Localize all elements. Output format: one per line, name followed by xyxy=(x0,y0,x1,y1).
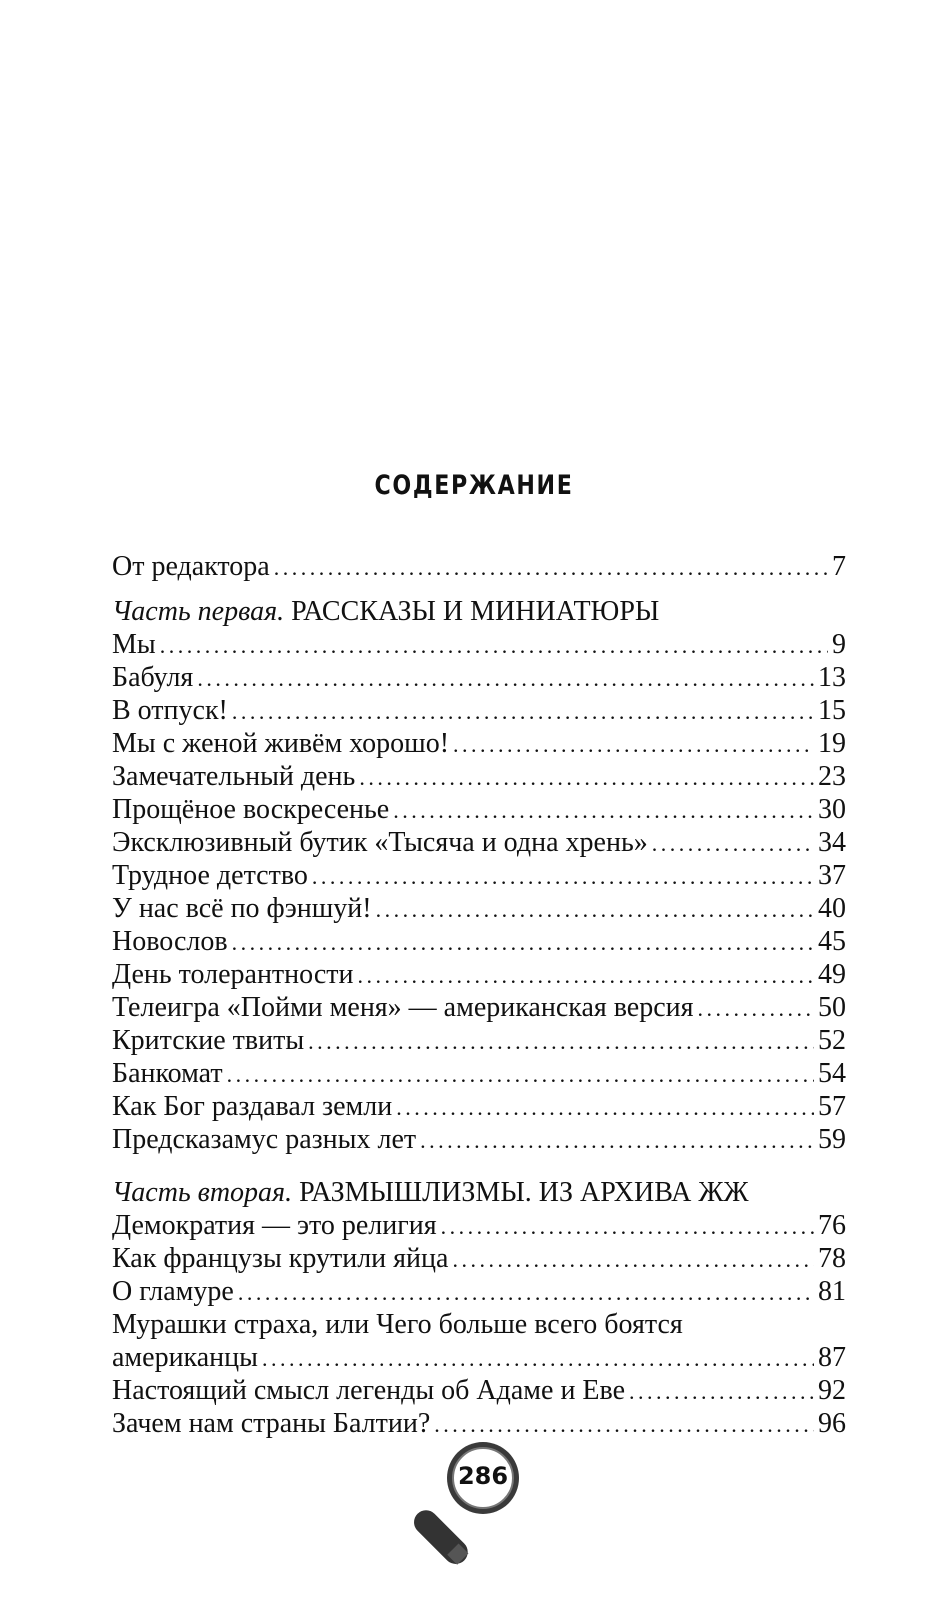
toc-entry-title: От редактора xyxy=(112,551,270,582)
toc-entry-title: Демократия — это религия xyxy=(112,1210,437,1241)
page-title: СОДЕРЖАНИЕ xyxy=(374,470,574,501)
part-heading xyxy=(112,1176,846,1209)
toc-entry-page: 37 xyxy=(818,860,846,891)
dot-leader xyxy=(393,794,814,827)
toc-entry-page: 59 xyxy=(818,1124,846,1155)
dot-leader xyxy=(227,1058,814,1091)
dot-leader xyxy=(698,992,814,1025)
toc-entry-title: Эксклюзивный бутик «Тысяча и одна хрень» xyxy=(112,827,648,858)
dot-leader xyxy=(441,1210,814,1243)
toc-entry-title: Как французы крутили яйца xyxy=(112,1243,449,1274)
toc-entry-title: Настоящий смысл легенды об Адаме и Еве xyxy=(112,1375,626,1406)
toc-entry-title: Прощёное воскресенье xyxy=(112,794,390,825)
toc-entry xyxy=(112,958,846,991)
toc-entry-page: 45 xyxy=(818,926,846,957)
toc-entry-page: 7 xyxy=(832,551,846,582)
toc-entry-title: Как Бог раздавал земли xyxy=(112,1091,393,1122)
toc-entry-title: Мы xyxy=(112,629,156,660)
toc-entry-page: 19 xyxy=(818,728,846,759)
toc-entry-first-line xyxy=(112,1308,846,1341)
toc-entry xyxy=(112,628,846,661)
toc-entry xyxy=(112,1374,846,1407)
page-number: 286 xyxy=(457,1462,509,1490)
toc-entry xyxy=(112,925,846,958)
dot-leader xyxy=(629,1375,814,1408)
toc-entry-title: У нас всё по фэншуй! xyxy=(112,893,372,924)
toc-entry xyxy=(112,1242,846,1275)
toc-entry xyxy=(112,661,846,694)
toc-entry-title: Замечательный день xyxy=(112,761,356,792)
dot-leader xyxy=(420,1124,814,1157)
toc-entry-title: Бабуля xyxy=(112,662,194,693)
dot-leader xyxy=(232,926,814,959)
dot-leader xyxy=(396,1091,814,1124)
toc-entry-page: 81 xyxy=(818,1276,846,1307)
dot-leader xyxy=(358,959,815,992)
toc-entry-page: 54 xyxy=(818,1058,846,1089)
part-label: Часть вторая. xyxy=(112,1177,293,1208)
part-label: Часть первая. xyxy=(112,596,285,627)
toc-entry-page: 23 xyxy=(818,761,846,792)
toc-entry-title: Банкомат xyxy=(112,1058,223,1089)
dot-leader xyxy=(238,1276,814,1309)
toc-entry xyxy=(112,1407,846,1440)
toc-entry-title: Новослов xyxy=(112,926,228,957)
toc-entry-page: 92 xyxy=(818,1375,846,1406)
dot-leader xyxy=(312,860,814,893)
toc-entry xyxy=(112,859,846,892)
dot-leader xyxy=(308,1025,814,1058)
toc-entry-title: Критские твиты xyxy=(112,1025,305,1056)
toc-entry-page: 9 xyxy=(832,629,846,660)
toc-entry xyxy=(112,727,846,760)
toc-entry-title: В отпуск! xyxy=(112,695,228,726)
toc-entry xyxy=(112,1275,846,1308)
toc-entry xyxy=(112,550,846,583)
toc-entry xyxy=(112,1123,846,1156)
toc-entry-page: 52 xyxy=(818,1025,846,1056)
toc-entry-title: Предсказамус разных лет xyxy=(112,1124,417,1155)
table-of-contents xyxy=(112,550,846,1440)
toc-entry-title: Мы с женой живём хорошо! xyxy=(112,728,450,759)
toc-entry-page: 76 xyxy=(818,1210,846,1241)
toc-entry xyxy=(112,793,846,826)
dot-leader xyxy=(434,1408,814,1441)
toc-entry-page: 50 xyxy=(818,992,846,1023)
magnifier-icon xyxy=(400,1440,540,1580)
dot-leader xyxy=(160,629,828,662)
toc-entry-page: 57 xyxy=(818,1091,846,1122)
dot-leader xyxy=(274,551,828,584)
dot-leader xyxy=(453,728,814,761)
dot-leader xyxy=(197,662,814,695)
toc-entry xyxy=(112,826,846,859)
toc-entry xyxy=(112,1090,846,1123)
dot-leader xyxy=(376,893,814,926)
toc-entry xyxy=(112,760,846,793)
toc-entry-page: 96 xyxy=(818,1408,846,1439)
toc-entry xyxy=(112,1024,846,1057)
toc-entry-page: 78 xyxy=(818,1243,846,1274)
toc-entry-page: 13 xyxy=(818,662,846,693)
page-number-badge xyxy=(400,1440,540,1580)
toc-entry-title: Зачем нам страны Балтии? xyxy=(112,1408,431,1439)
dot-leader xyxy=(232,695,814,728)
part-heading xyxy=(112,595,846,628)
dot-leader xyxy=(652,827,814,860)
toc-entry xyxy=(112,1057,846,1090)
toc-entry-page: 49 xyxy=(818,959,846,990)
toc-entry-title: Трудное детство xyxy=(112,860,308,891)
toc-entry xyxy=(112,1209,846,1242)
toc-entry-page: 87 xyxy=(818,1342,846,1373)
toc-entry xyxy=(112,1341,846,1374)
toc-entry xyxy=(112,694,846,727)
toc-entry-page: 15 xyxy=(818,695,846,726)
toc-entry-title: Телеигра «Пойми меня» — американская версия xyxy=(112,992,694,1023)
dot-leader xyxy=(262,1342,814,1375)
toc-entry-title: День толерантности xyxy=(112,959,354,990)
toc-entry xyxy=(112,892,846,925)
toc-entry-page: 40 xyxy=(818,893,846,924)
part-title: РАЗМЫШЛИЗМЫ. ИЗ АРХИВА ЖЖ xyxy=(299,1177,749,1208)
dot-leader xyxy=(359,761,814,794)
toc-entry-page: 30 xyxy=(818,794,846,825)
toc-entry xyxy=(112,991,846,1024)
toc-entry-page: 34 xyxy=(818,827,846,858)
toc-entry-title: Мурашки страха, или Чего больше всего боятся xyxy=(112,1309,683,1340)
part-title: РАССКАЗЫ И МИНИАТЮРЫ xyxy=(291,596,660,627)
toc-entry-title: О гламуре xyxy=(112,1276,234,1307)
toc-entry-title: американцы xyxy=(112,1342,258,1373)
dot-leader xyxy=(452,1243,814,1276)
